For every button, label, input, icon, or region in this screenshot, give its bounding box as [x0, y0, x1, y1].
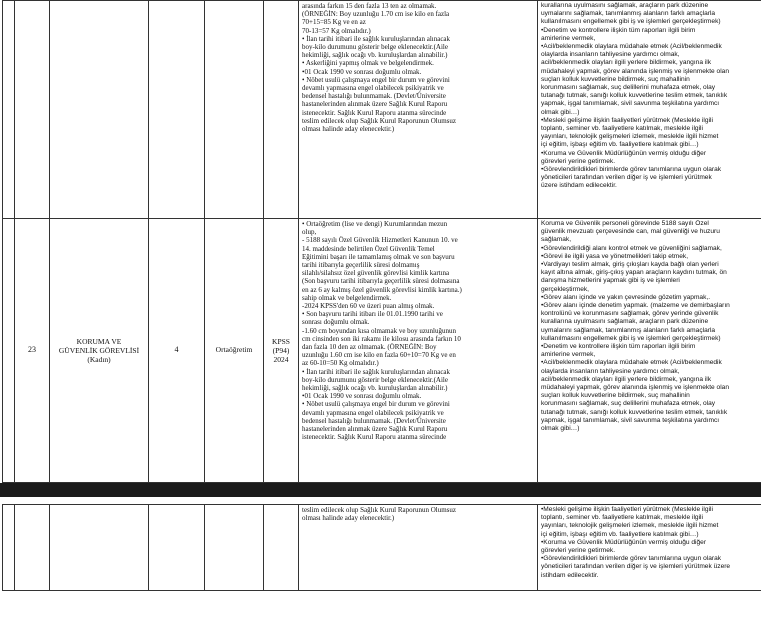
text-line: üzere istihdam edilecektir. — [541, 182, 617, 190]
text-line: olaylarda insanların tahliyesine yardımcı olmak, — [541, 367, 680, 375]
text-line: Koruma ve Güvenlik personeli görevinde 5188 sayılı Özel — [541, 220, 709, 227]
text-line: •Görevlendirildiği alanı kontrol etmek ve güvenliğini sağlamak, — [541, 244, 722, 252]
text-line: hekimliği, sağlık ocağı vb. kuruluşlardan alınabilir.) — [302, 384, 448, 393]
text-line: içi eğitim, işbaşı eğitim vb. faaliyetlere katılmak gibi…) — [541, 530, 699, 538]
text-line: korunmasını sağlamak, suç delillerini muhafaza etmek, olay — [541, 400, 716, 408]
text-line: teslim edilecek olup Sağlık Kurul Raporunun Olumsuz — [302, 506, 456, 514]
text-line: •Mesleki gelişime ilişkin faaliyetleri yürütmek (Meslekle ilgili — [541, 116, 713, 124]
text-line: • Ortaöğretim (lise ve dengi) Kurumlarından mezun — [302, 220, 448, 228]
text-line: boy-kilo durumunu gösterir belge eklenecektir.(Aile — [302, 375, 448, 384]
text-line: güvenlik mevzuatı çerçevesinde can, mal güvenliği ve huzuru — [541, 228, 720, 236]
text-line: suçları kolluk kuvvetlerine bildirmek, suç mahallinin — [541, 392, 690, 400]
text-line: yayınları, teknolojik gelişmeleri izlemek, meslekle ilgili hizmet — [541, 133, 719, 141]
table-row — [3, 219, 761, 483]
text-line: yapmak, işgal tanımlamak, sivil savunma teşkilatına yardımcı — [541, 416, 720, 424]
text-line: kullanılmasını engellemek gibi iş ve işlemleri gerçekleştirmek) — [541, 334, 721, 342]
text-line: az 60-10=50 Kg olmalıdır.) — [302, 359, 379, 368]
text-line: toplantı, seminer vb. faaliyetlere katılmak, meslekle ilgili — [541, 125, 703, 133]
text-line: yayınları, teknolojik gelişmeleri izlemek, meslekle ilgili hizmet — [541, 522, 719, 530]
text-line: olaylarda insanların tahliyesine yardımcı olmak, — [541, 51, 680, 59]
text-line: boy-kilo durumunu gösterir belge eklenecektir.(Aile — [302, 43, 448, 52]
text-line: uymalarını sağlamak, tanımlanmış alanların farklı amaçlarla — [541, 326, 716, 334]
blank-cell — [3, 505, 15, 591]
kpss-cell — [264, 1, 299, 219]
text-line: yapmak, işgal tanımlamak, sivil savunma teşkilatına yardımcı — [541, 100, 720, 108]
text-line: uymalarını sağlamak, tanımlanmış alanların farklı amaçlarla — [541, 10, 716, 18]
text-line: en az 6 ay kalmış özel güvenlik görevlisi kimlik kartına.) — [302, 285, 462, 294]
text-line: -1.60 cm boyundan kısa olmamak ve boy uzunluğunun — [302, 326, 456, 335]
text-line: sonrası doğumlu olmak. — [302, 318, 370, 327]
text-line: •Koruma ve Güvenlik Müdürlüğünün vermiş olduğu diğer — [541, 538, 707, 546]
text-line: 70+15=85 Kg ve en az — [302, 18, 366, 27]
text-line: devamlı yapmasına engel olabilecek psikiyatrik ve — [302, 408, 444, 417]
text-line: tutanağı tutmak, sanığı kolluk kuvvetlerine teslim etmek, tanıklık — [541, 408, 728, 416]
text-line: arasında farkın 15 den fazla 13 ten az olmamak. — [302, 2, 437, 10]
text-line: •Görevlendirildikleri birimlerde görev tanımlarına uygun olarak — [541, 555, 722, 563]
text-line: •Acil/beklenmedik olaylara müdahale etmek (Acil/beklenmedik — [541, 359, 722, 367]
row-number: 23 — [28, 345, 36, 355]
text-line: • İlan tarihi itibari ile sağlık kuruluşlarından alınacak — [302, 34, 451, 43]
text-line: dan fazla 10 den az olmamak. (ÖRNEĞİN: Boy — [302, 343, 437, 352]
text-line: hekimliği, sağlık ocağı vb. kuruluşlardan alınabilir.) — [302, 51, 448, 60]
text-line: Eğitimini başarı ile tamamlamış olmak ve son başvuru — [302, 252, 455, 261]
job-listing-table-continued — [2, 504, 761, 591]
text-line: yöneticileri tarafından verilen diğer iş ve işlemleri yürütmek — [541, 174, 712, 182]
text-line: görevleri yerine getirmek. — [541, 547, 616, 555]
blank-cell — [3, 1, 15, 219]
row-number-cell — [15, 505, 50, 591]
text-line: olması halinde aday elenecektir.) — [302, 125, 395, 134]
text-line: olması halinde aday elenecektir.) — [302, 514, 395, 523]
row-number-cell — [15, 1, 50, 219]
text-line: •Koruma ve Güvenlik Müdürlüğünün vermiş olduğu diğer — [541, 149, 707, 157]
text-line: amirlerine vermek, — [541, 351, 596, 359]
text-line: •Vardiyayı teslim almak, giriş çıkışları kayda bağlı olan yerleri — [541, 261, 719, 269]
continuation-row — [3, 505, 761, 591]
text-line: kurallarına uyulmasını sağlamak, araçların park düzenine — [541, 318, 709, 326]
text-line: tutanağı tutmak, sanığı kolluk kuvvetlerine teslim etmek, tanıklık — [541, 92, 728, 100]
kpss-cell — [264, 505, 299, 591]
text-line: •Görev alanı içinde denetim yapmak. (malzeme ve demirbaşların — [541, 302, 730, 310]
continuation-row — [3, 1, 761, 219]
text-line: •Görevlendirildikleri birimlerde görev tanımlarına uygun olarak — [541, 166, 722, 174]
text-line: istihdam edilecektir. — [541, 571, 599, 579]
text-line: olmak gibi…) — [541, 108, 580, 116]
text-line: teslim edilecek olup Sağlık Kurul Raporunun Olumsuz — [302, 116, 456, 125]
text-line: kontrolünü ve korunmasını sağlamak, görev yerinde güvenlik — [541, 310, 719, 318]
text-line: • Nöbet usulü çalışmaya engel bir durum ve görevini — [302, 400, 450, 409]
row-number-cell — [15, 219, 50, 483]
text-line: silahlı/silahsız özel güvenlik görevlisi kimlik kartına — [302, 269, 450, 278]
text-line: • Son başvuru tarihi itibarı ile 01.01.1990 tarihi ve — [302, 310, 443, 319]
text-line: • İlan tarihi itibari ile sağlık kuruluşlarından alınacak — [302, 367, 451, 376]
text-line: -2024 KPSS'den 60 ve üzeri puan almış olmak. — [302, 302, 435, 311]
text-line: hastanelerinden alınmak üzere Sağlık Kurul Raporu — [302, 100, 448, 109]
job-description-cell — [538, 219, 761, 483]
text-line: görevleri yerine getirmek. — [541, 157, 616, 165]
text-line: acil/beklenmedik olayları ilgili yerlere bildirmek, yangına ilk — [541, 59, 712, 67]
position-count-cell — [149, 1, 205, 219]
text-line: istenecektir. Sağlık Kurul Raporu atanma sürecinde — [302, 433, 447, 442]
position-title-line: GÜVENLİK GÖREVLİSİ — [58, 346, 140, 355]
text-line: •Görev alanı içinde ve yakın çevresinde gözetim yapmak,. — [541, 293, 711, 301]
text-line: devamlı yapmasına engel olabilecek psikiyatrik ve — [302, 84, 444, 93]
education-level: Ortaöğretim — [215, 345, 253, 355]
text-line: • Nöbet usulü çalışmaya engel bir durum ve görevini — [302, 75, 450, 84]
kpss-year: 2024 — [273, 355, 289, 364]
position-title-cell — [50, 505, 149, 591]
text-line: sağlamak, — [541, 236, 572, 244]
text-line: hastanelerinden alınmak üzere Sağlık Kurul Raporu — [302, 425, 448, 434]
text-line: (ÖRNEĞİN: Boy uzunluğu 1.70 cm ise kilo en fazla — [302, 10, 450, 19]
text-line: kullanılmasını engellemek gibi iş ve işlemleri gerçekleştirmek) — [541, 18, 721, 26]
position-title-cell — [50, 219, 149, 483]
text-line: olmak gibi…) — [541, 425, 580, 433]
text-line: 14. maddesinde belirtilen Özel Güvenlik Temel — [302, 244, 435, 253]
text-line: •Görevi ile ilgili yasa ve yönetmelikleri takip etmek, — [541, 252, 689, 260]
text-line: amirlerine vermek, — [541, 34, 596, 42]
text-line: bedensel hastalığı bulunmamak. (Devlet/Üniversite — [302, 416, 446, 425]
position-count: 4 — [174, 345, 179, 355]
text-line: sahip olmak ve belgelendirmek. — [302, 293, 392, 302]
requirements-cell — [299, 1, 538, 219]
text-line: kurallarına uyulmasını sağlamak, araçların park düzenine — [541, 2, 709, 9]
education-cell — [205, 219, 264, 483]
blank-cell — [3, 219, 15, 483]
text-line: istenecektir. Sağlık Kurul Raporu atanma sürecinde — [302, 108, 447, 117]
text-line: - 5188 sayılı Özel Güvenlik Hizmetleri Kanunun 10. ve — [302, 236, 458, 245]
text-line: •Denetim ve kontrollere ilişkin tüm raporları ilgili birim — [541, 26, 696, 34]
text-line: •Acil/beklenmedik olaylara müdahale etmek (Acil/beklenmedik — [541, 43, 722, 51]
text-line: içi eğitim, işbaşı eğitim vb. faaliyetlere katılmak gibi…) — [541, 141, 699, 149]
text-line: suçları kolluk kuvvetlerine bildirmek, suç mahallinin — [541, 75, 690, 83]
text-line: müdahaleyi yapmak, görev alanında işlenmiş ve işlenmekte olan — [541, 384, 730, 392]
education-cell — [205, 505, 264, 591]
text-line: (Son başvuru tarihi itibarıyla geçerlilik süresi dolmasına — [302, 277, 460, 286]
job-description-cell — [538, 1, 761, 219]
text-line: yöneticileri tarafından verilen diğer iş ve işlemleri yürütmek üzere — [541, 563, 731, 571]
text-line: kayıt altına almak, giriş-çıkış yapan araçların kaydını tutmak, ön — [541, 269, 727, 277]
job-listing-table — [2, 0, 761, 483]
text-line: •Mesleki gelişime ilişkin faaliyetleri yürütmek (Meslekle ilgili — [541, 506, 713, 513]
kpss-score-type: (P94) — [272, 346, 290, 355]
text-line: 70-13=57 Kg olmalıdır.) — [302, 26, 371, 35]
text-line: korunmasını sağlamak, suç delillerini muhafaza etmek, olay — [541, 84, 716, 92]
text-line: müdahaleyi yapmak, görev alanında işlenmiş ve işlenmekte olan — [541, 67, 730, 75]
text-line: danışma hizmetlerini yapmak gibi iş ve işlemleri — [541, 277, 680, 285]
text-line: bedensel hastalığı bulunmamak. (Devlet/Üniversite — [302, 92, 446, 101]
position-title-cell — [50, 1, 149, 219]
position-gender: (Kadın) — [87, 355, 111, 364]
job-description-cell — [538, 505, 761, 591]
text-line: •01 Ocak 1990 ve sonrası doğumlu olmak. — [302, 67, 422, 76]
text-line: acil/beklenmedik olayları ilgili yerlere bildirmek, yangına ilk — [541, 375, 712, 383]
position-title-line: KORUMA VE — [76, 337, 122, 346]
text-line: gerçekleştirmek, — [541, 285, 590, 293]
text-line: olup, — [302, 228, 317, 237]
position-count-cell — [149, 505, 205, 591]
page-separator — [0, 483, 761, 497]
requirements-cell — [299, 505, 538, 591]
kpss-cell — [264, 219, 299, 483]
text-line: tarihi itibarıyla geçerlilik süresi dolmamış — [302, 261, 420, 270]
requirements-cell — [299, 219, 538, 483]
text-line: uzunluğu 1.60 cm ise kilo en fazla 60+10=70 Kg ve en — [302, 351, 456, 360]
text-line: toplantı, seminer vb. faaliyetlere katılmak, meslekle ilgili — [541, 514, 703, 522]
education-cell — [205, 1, 264, 219]
kpss-label: KPSS — [272, 337, 290, 346]
text-line: •Denetim ve kontrollere ilişkin tüm raporları ilgili birim — [541, 343, 696, 351]
position-count-cell — [149, 219, 205, 483]
text-line: cm cinsinden son iki rakamı ile kilosu arasında farkın 10 — [302, 334, 461, 343]
text-line: •01 Ocak 1990 ve sonrası doğumlu olmak. — [302, 392, 422, 401]
text-line: • Askerliğini yapmış olmak ve belgelendirmek. — [302, 59, 434, 68]
